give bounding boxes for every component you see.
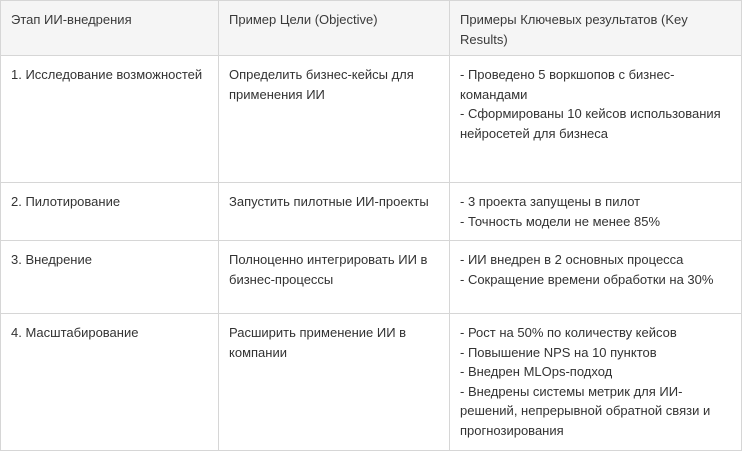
key-results-cell xyxy=(450,56,742,183)
header-objective: Пример Цели (Objective) xyxy=(219,1,450,56)
key-result-item: - Проведено 5 воркшопов с бизнес-командами xyxy=(460,67,675,102)
key-result-item: - Повышение NPS на 10 пунктов xyxy=(460,344,657,360)
key-result-item: - Точность модели не менее 85% xyxy=(460,213,661,229)
key-result-item: - Рост на 50% по количеству кейсов xyxy=(460,325,677,340)
stage-cell: 4. Масштабирование xyxy=(1,314,219,451)
key-result-item: - ИИ внедрен в 2 основных процесса xyxy=(460,252,684,267)
objective-cell: Расширить применение ИИ в компании xyxy=(219,314,450,451)
stage-cell: 1. Исследование возможностей xyxy=(1,56,219,183)
header-key-results: Примеры Ключевых результатов (Key Results) xyxy=(450,1,742,56)
key-result-item: - Сформированы 10 кейсов использования нейросетей для бизнеса xyxy=(460,106,721,141)
table-row xyxy=(1,56,742,183)
objective-cell: Запустить пилотные ИИ-проекты xyxy=(219,183,450,241)
table-row xyxy=(1,241,742,314)
key-result-item: - 3 проекта запущены в пилот xyxy=(460,194,641,209)
header-stage: Этап ИИ-внедрения xyxy=(1,1,219,56)
objective-cell: Полноценно интегрировать ИИ в бизнес-процессы xyxy=(219,241,450,314)
table-header xyxy=(1,1,742,56)
key-result-item: - Сокращение времени обработки на 30% xyxy=(460,271,714,287)
stage-cell: 2. Пилотирование xyxy=(1,183,219,241)
key-result-item: - Внедрены системы метрик для ИИ-решений, непрерывной обратной связи и прогнозирования xyxy=(460,383,711,438)
table-row xyxy=(1,183,742,241)
header-row xyxy=(1,1,742,56)
key-results-cell xyxy=(450,241,742,314)
objective-cell: Определить бизнес-кейсы для применения ИИ xyxy=(219,56,450,183)
key-result-item: - Внедрен MLOps-подход xyxy=(460,364,613,379)
table-row xyxy=(1,314,742,451)
key-results-cell xyxy=(450,183,742,241)
key-results-cell xyxy=(450,314,742,451)
table-body xyxy=(1,56,742,451)
stage-cell: 3. Внедрение xyxy=(1,241,219,314)
